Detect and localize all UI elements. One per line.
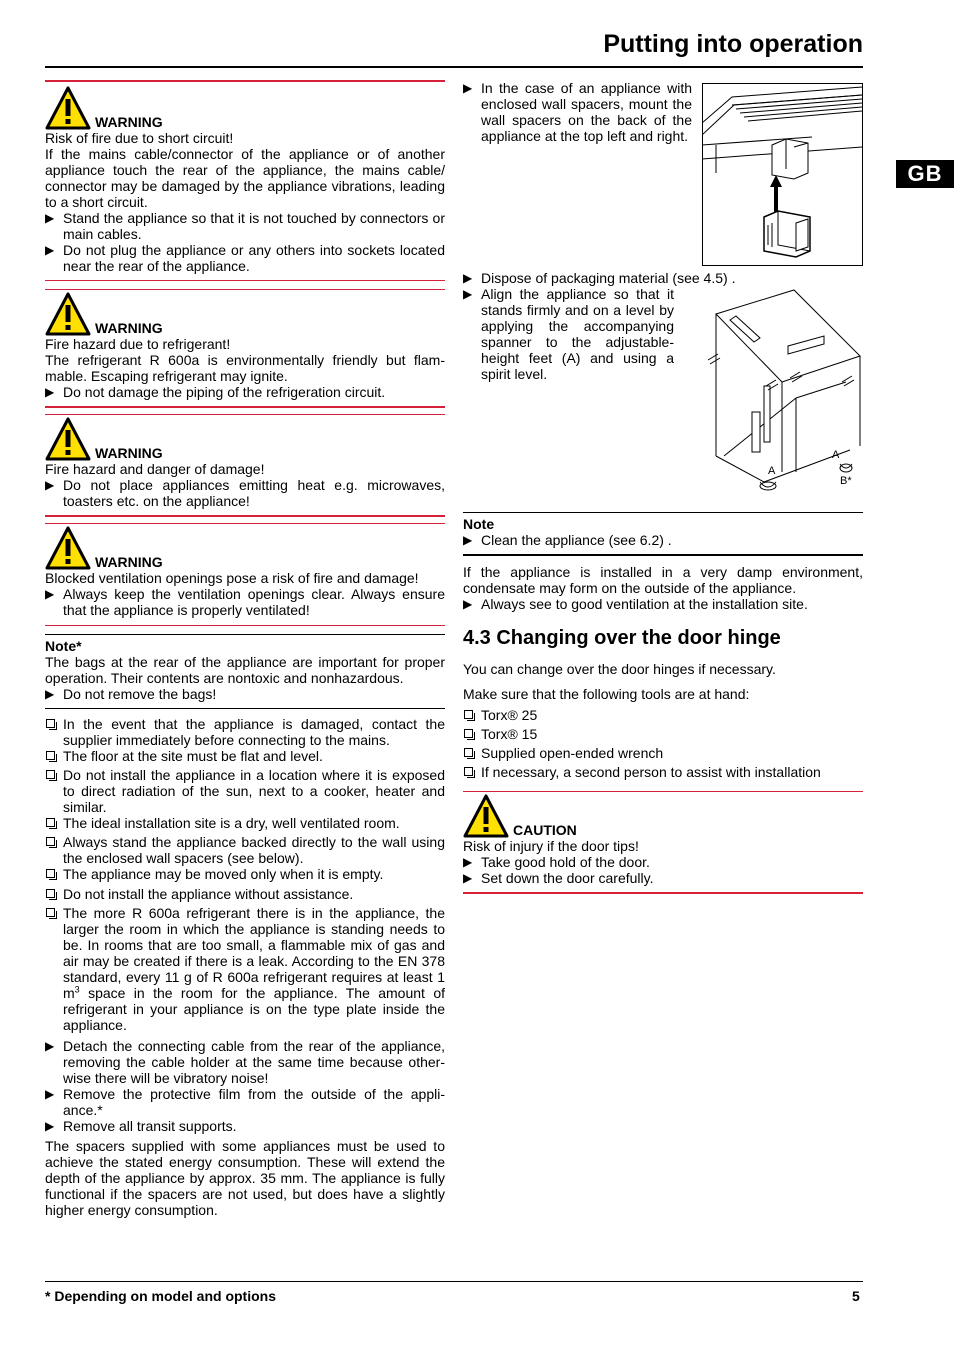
language-tab: GB (896, 160, 954, 188)
note-text: The bags at the rear of the appliance are important for proper operation. Their contents are nontoxic and nonhazardous. (45, 654, 445, 686)
checkbox-icon (464, 729, 473, 738)
checkbox-icon (464, 748, 473, 757)
warning-block-1 (45, 86, 445, 274)
warning-text: If the mains cable/connector of the appliance or of another appliance touch the rear of the appliance, the mains cable/ connector may be damaged by the appliance vibrations, leading to a short circuit. (45, 146, 445, 210)
divider (45, 406, 445, 408)
tool-item: If necessary, a second person to assist with installation (463, 764, 863, 780)
checkbox-icon (464, 710, 473, 719)
bullet-item: ▶ Do not plug the appliance or any others into sockets located near the rear of the appliance. (45, 242, 445, 274)
caution-triangle-icon (463, 794, 509, 838)
tools-list (463, 707, 863, 780)
foot-label-a: A (768, 465, 776, 477)
warning-label: WARNING (95, 320, 163, 336)
bullet-item: ▶ Stand the appliance so that it is not touched by connectors or main cables. (45, 210, 445, 242)
divider (45, 625, 445, 626)
section-paragraph: Make sure that the following tools are at hand: (463, 686, 750, 702)
checkbox-icon (46, 908, 55, 917)
checkbox-icon (46, 770, 55, 779)
bullet-item: ▶ Do not place appliances emitting heat e.g. microwaves, toasters etc. on the appliance! (45, 477, 445, 509)
checklist-item: Do not install the appliance without assistance. (45, 886, 445, 902)
caution-text: Risk of injury if the door tips! (463, 838, 639, 854)
left-column (45, 80, 445, 1218)
foot-label-a-right: A (832, 449, 840, 461)
warning-block-2 (45, 292, 445, 400)
bullet-item: ▶ Align the appliance so that it stands firmly and on a level by applying the accompanying spanner to the adjustable-height feet (A) and using a spirit level. (463, 286, 674, 382)
section-heading: 4.3 Changing over the door hinge (463, 627, 781, 649)
caution-block (463, 794, 863, 886)
footer-rule (45, 1281, 863, 1282)
divider (45, 523, 445, 524)
warning-text: The refrigerant R 600a is environmentally friendly but flam-mable. Escaping refrigerant may ignite. (45, 352, 445, 384)
steps (45, 1038, 445, 1134)
warning-label: WARNING (95, 445, 163, 461)
bullet-item: ▶ Always keep the ventilation openings clear. Always ensure that the appliance is properly ventilated! (45, 586, 445, 618)
bullet-item: ▶ Detach the connecting cable from the rear of the appliance, removing the cable holder at the same time because other-wise there will be vibratory noise! (45, 1038, 445, 1086)
warning-top-rule (45, 80, 445, 82)
divider (45, 515, 445, 517)
checkbox-icon (46, 818, 55, 827)
bullet-item: ▶ Remove all transit supports. (45, 1118, 237, 1134)
tool-item: Torx® 15 (463, 726, 863, 742)
checklist-item: The ideal installation site is a dry, well ventilated room. (45, 815, 445, 831)
bullet-item: ▶ Dispose of packaging material (see 4.5) . (463, 270, 736, 286)
warning-block-4 (45, 526, 445, 618)
bullet-item: ▶ Clean the appliance (see 6.2) . (463, 532, 672, 548)
divider (45, 289, 445, 290)
warning-triangle-icon (45, 86, 91, 130)
checkbox-icon (46, 751, 55, 760)
leveling-illustration (704, 286, 864, 496)
damp-paragraph: If the appliance is installed in a very damp environment, condensate may form on the outside of the appliance. (463, 564, 863, 596)
checkbox-icon (46, 719, 55, 728)
checklist-item: The floor at the site must be flat and level. (45, 748, 445, 764)
checklist-item: The appliance may be moved only when it is empty. (45, 866, 445, 882)
note-block (45, 635, 445, 702)
checkbox-icon (46, 889, 55, 898)
warning-label: WARNING (95, 114, 163, 130)
checkbox-icon (46, 837, 55, 846)
section-paragraph: You can change over the door hinges if necessary. (463, 661, 776, 677)
tool-item: Torx® 25 (463, 707, 863, 723)
header-rule (45, 66, 863, 68)
bullet-item: ▶ Remove the protective film from the outside of the appli-ance.* (45, 1086, 445, 1118)
caution-bottom-rule (463, 892, 863, 894)
warning-block-3 (45, 417, 445, 509)
warning-text: Blocked ventilation openings pose a risk of fire and damage! (45, 570, 419, 586)
warning-text: Fire hazard and danger of damage! (45, 461, 265, 477)
footer-note: * Depending on model and options (45, 1288, 276, 1304)
page-number: 5 (852, 1288, 860, 1304)
divider (45, 414, 445, 415)
checklist-item: Always stand the appliance backed directly to the wall using the enclosed wall spacers (see below). (45, 834, 445, 866)
warning-triangle-icon (45, 292, 91, 336)
checklist-item: Do not install the appliance in a location where it is exposed to direct radiation of the sun, next to a cooker, heater and similar. (45, 767, 445, 815)
wall-spacer-illustration (702, 83, 863, 266)
wall-spacer-figure (702, 83, 863, 266)
page-title: Putting into operation (603, 30, 863, 58)
bullet-item: ▶ Set down the door carefully. (463, 870, 654, 886)
caution-label: CAUTION (513, 822, 577, 838)
warning-text: Fire hazard due to refrigerant! (45, 336, 231, 352)
checkbox-icon (464, 767, 473, 776)
note-label: Note (463, 516, 495, 532)
checklist (45, 716, 445, 1033)
warning-label: WARNING (95, 554, 163, 570)
checkbox-icon (46, 869, 55, 878)
checklist-item: In the event that the appliance is damaged, contact the supplier immediately before connecting to the mains. (45, 716, 445, 748)
divider (45, 280, 445, 281)
note-block (463, 513, 863, 548)
bullet-item: ▶ In the case of an appliance with enclosed wall spacers, mount the wall spacers on the back of the appliance at the top left and right. (463, 80, 692, 144)
note-label: Note* (45, 638, 82, 654)
checklist-item: The more R 600a refrigerant there is in the appliance, the larger the room in which the appliance is standing needs to be. In rooms that are too small, a flammable mix of gas and air may be created if there is a leak. According to the EN 378 standard, every 11 g of R 600a refrigerant requires at least 1 $m^3$ space in the room for the appliance. The amount of refrigerant in your appliance is on the type plate inside the appliance. (45, 905, 445, 1033)
foot-label-b: B* (840, 475, 852, 487)
note-bottom-rule (463, 554, 863, 556)
bullet-item: ▶ Take good hold of the door. (463, 854, 650, 870)
tool-item: Supplied open-ended wrench (463, 745, 863, 761)
warning-triangle-icon (45, 417, 91, 461)
spacers-paragraph: The spacers supplied with some appliances must be used to achieve the stated energy consumption. These will extend the depth of the appliance by approx. 35 mm. The appliance is fully functional if the spacers are not used, but does have a slightly higher energy consumption. (45, 1138, 445, 1218)
warning-text: Risk of fire due to short circuit! (45, 130, 234, 146)
right-column-3 (463, 512, 863, 894)
warning-triangle-icon (45, 526, 91, 570)
leveling-figure (704, 286, 864, 496)
bullet-item: ▶ Always see to good ventilation at the installation site. (463, 596, 808, 612)
note-bottom-rule (45, 708, 445, 709)
caution-top-rule (463, 791, 863, 792)
bullet-item: ▶ Do not damage the piping of the refrigeration circuit. (45, 384, 386, 400)
bullet-item: ▶ Do not remove the bags! (45, 686, 217, 702)
